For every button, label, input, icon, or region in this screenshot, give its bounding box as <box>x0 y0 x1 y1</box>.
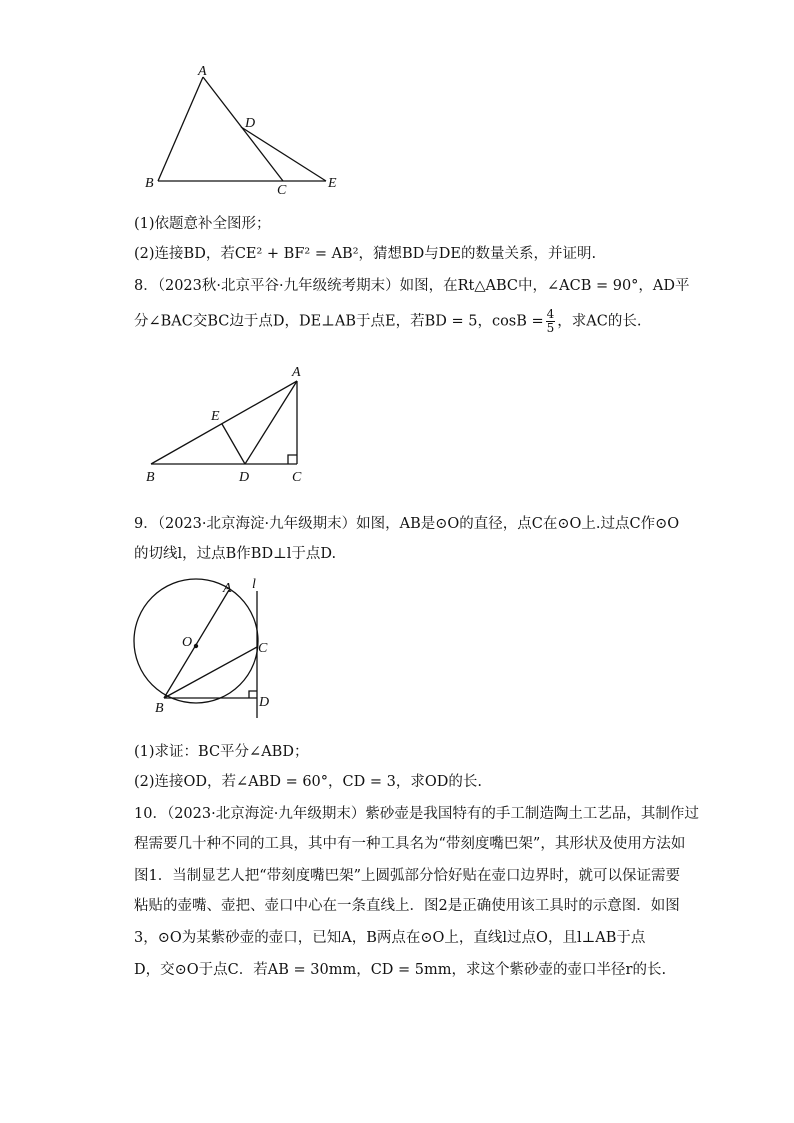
q9-line2: 的切线l，过点B作BD⊥l于点D. <box>134 546 337 562</box>
figure-circle-tangent <box>128 572 278 722</box>
q8-line1: 8．（2023秋·北京平谷·九年级统考期末）如图，在Rt△ABC中，∠ACB = 90°，AD平 <box>134 278 690 294</box>
q9-line1: 9．（2023·北京海淀·九年级期末）如图，AB是⊙O的直径，点C在⊙O上.过点C作⊙O <box>134 516 680 532</box>
label-d: D <box>239 470 250 485</box>
label-c: C <box>292 470 302 485</box>
q8-line2-pre: 分∠BAC交BC边于点D，DE⊥AB于点E，若BD = 5，cosB = <box>134 313 544 330</box>
label-d: D <box>259 695 270 710</box>
segment-ab <box>158 77 203 181</box>
label-b: B <box>145 176 154 191</box>
q7-part1: (1)依题意补全图形； <box>134 216 271 232</box>
q7-part2: (2)连接BD，若CE² + BF² = AB²，猜想BD与DE的数量关系，并证明. <box>134 246 597 262</box>
label-b: B <box>155 701 164 716</box>
label-e: E <box>328 176 337 191</box>
q10-line1: 10．（2023·北京海淀·九年级期末）紫砂壶是我国特有的手工制造陶土工艺品，其制作过 <box>134 806 699 822</box>
label-b: B <box>146 470 155 485</box>
segment-de <box>241 127 326 181</box>
label-l: l <box>252 577 256 592</box>
label-c: C <box>258 641 268 656</box>
q10-line5: 3，⊙O为某紫砂壶的壶口，已知A，B两点在⊙O上，直线l过点O，且l⊥AB于点 <box>134 930 646 946</box>
segment-de <box>222 424 245 464</box>
q9-part1: (1)求证：BC平分∠ABD； <box>134 744 309 760</box>
fraction-numerator: 4 <box>546 307 555 321</box>
q10-line3: 图1．当制显艺人把“带刻度嘴巴架”上圆弧部分恰好贴在壶口边界时，就可以保证需要 <box>134 868 681 884</box>
segment-ad <box>245 381 297 464</box>
segment-ab <box>151 381 297 464</box>
label-e: E <box>211 409 220 424</box>
q10-line4: 粘贴的壶嘴、壶把、壶口中心在一条直线上．图2是正确使用该工具时的示意图．如图 <box>134 898 680 914</box>
right-angle-mark <box>288 455 297 464</box>
label-d: D <box>245 116 256 131</box>
q8-line2-post: ，求AC的长. <box>557 313 642 330</box>
center-point-o <box>194 644 198 648</box>
segment-bc <box>164 647 257 698</box>
label-o: O <box>182 635 193 650</box>
q10-line2: 程需要几十种不同的工具，其中有一种工具名为“带刻度嘴巴架”，其形状及使用方法如 <box>134 836 686 852</box>
label-a: A <box>198 64 207 79</box>
fraction-4-5 <box>546 308 556 335</box>
q10-line6: D，交⊙O于点C．若AB = 30mm，CD = 5mm，求这个紫砂壶的壶口半径r的长. <box>134 962 667 978</box>
q8-line2 <box>134 308 641 335</box>
circle-o <box>134 579 258 703</box>
q9-part2: (2)连接OD，若∠ABD = 60°，CD = 3，求OD的长. <box>134 774 482 790</box>
right-angle-mark <box>249 691 257 698</box>
fraction-denominator: 5 <box>546 321 555 335</box>
figure-triangle-abc-e <box>130 60 360 200</box>
label-a: A <box>292 365 301 380</box>
label-a: A <box>223 581 232 596</box>
figure-right-triangle <box>140 360 320 490</box>
label-c: C <box>277 183 287 198</box>
